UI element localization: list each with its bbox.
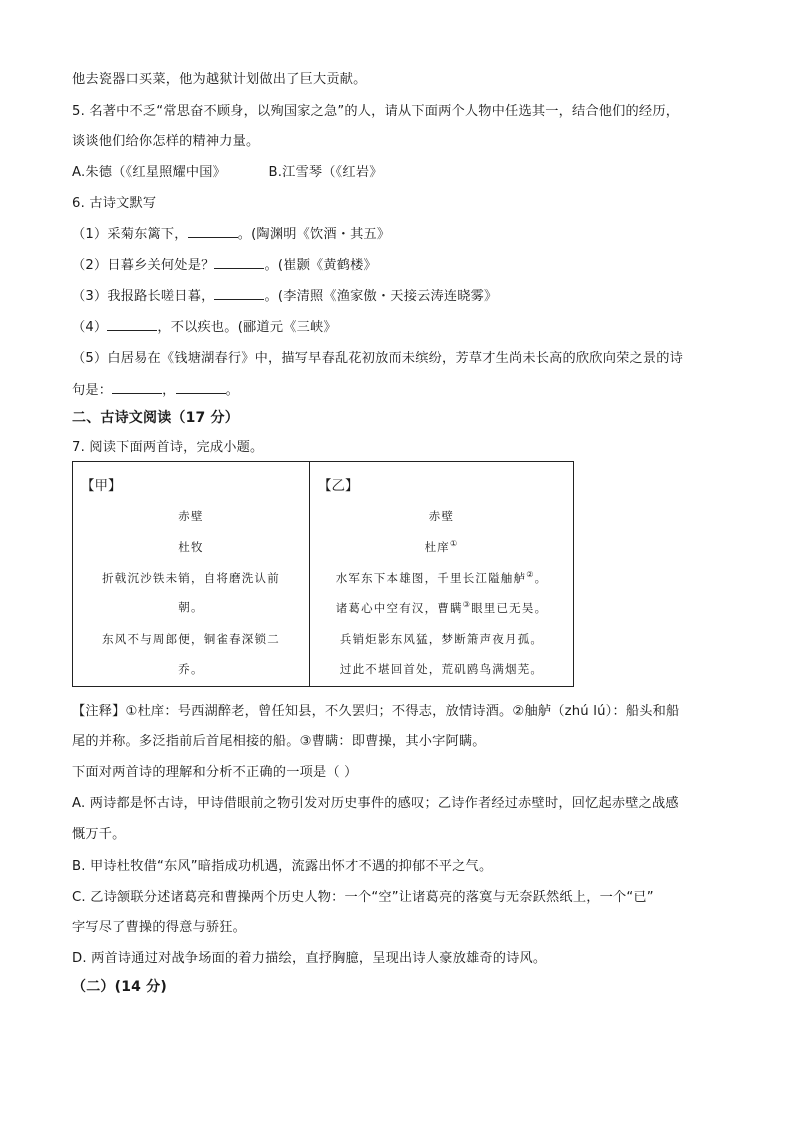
option-b: B.江雪琴（《红岩》 bbox=[268, 165, 383, 180]
q6-5-end: 。 bbox=[225, 383, 239, 398]
text-line: 他去瓷器口买菜，他为越狱计划做出了巨大贡献。 bbox=[72, 72, 367, 87]
poem-line: 折戟沉沙铁未销，自将磨洗认前 bbox=[102, 571, 280, 585]
poem-author bbox=[310, 539, 573, 555]
annotation-cont: 尾的并称。多泛指前后首尾相接的船。③曹瞒：即曹操，其小字阿瞒。 bbox=[72, 734, 486, 749]
poem-jia bbox=[73, 462, 309, 686]
poem-line-end: 眼里已无吴。 bbox=[471, 601, 548, 615]
poem-line-text: 水军东下本雄图，千里长江隘舳舻 bbox=[335, 571, 527, 585]
option-c: C. 乙诗颔联分述诸葛亮和曹操两个历史人物：一个“空”让诸葛亮的落寞与无奈跃然纸上，一个“已” bbox=[72, 890, 654, 905]
poem-author-name: 杜庠 bbox=[424, 540, 451, 554]
answer-blank[interactable] bbox=[107, 318, 157, 331]
q6-4-source: ，不以疾也。(郦道元《三峡》 bbox=[157, 320, 337, 335]
question-5-cont: 谈谈他们给你怎样的精神力量。 bbox=[72, 134, 260, 149]
answer-blank[interactable] bbox=[214, 287, 264, 300]
option-c-cont: 字写尽了曹操的得意与骄狂。 bbox=[72, 920, 247, 935]
poem-line bbox=[310, 570, 573, 586]
poem-line: 乔。 bbox=[178, 662, 204, 676]
section-heading: 二、古诗文阅读（17 分） bbox=[72, 410, 239, 426]
footnote-marker: ③ bbox=[462, 600, 472, 610]
poem-yi bbox=[310, 462, 573, 686]
question-7: 7. 阅读下面两首诗，完成小题。 bbox=[72, 440, 264, 455]
subsection-heading: （二）(14 分) bbox=[72, 979, 167, 995]
q6-2-prefix: （2）日暮乡关何处是？ bbox=[72, 258, 215, 273]
question-6: 6. 古诗文默写 bbox=[72, 196, 157, 211]
question-6-1 bbox=[72, 223, 390, 242]
poem-tag: 【甲】 bbox=[81, 478, 122, 494]
poem-line: 兵销炬影东风猛，梦断箫声夜月孤。 bbox=[339, 632, 544, 646]
question-6-3 bbox=[72, 285, 497, 304]
answer-blank[interactable] bbox=[188, 225, 238, 238]
poem-line: 朝。 bbox=[178, 600, 204, 614]
answer-blank[interactable] bbox=[112, 381, 162, 394]
question-6-5: （5）白居易在《钱塘湖春行》中，描写早春乱花初放而未缤纷，芳草才生尚未长高的欣欣向荣之景的诗 bbox=[72, 351, 684, 366]
option-a: A.朱德（《红星照耀中国》 bbox=[72, 165, 227, 180]
q6-5-comma: ， bbox=[162, 383, 176, 398]
option-a-cont: 慨万千。 bbox=[72, 827, 126, 842]
answer-blank[interactable] bbox=[214, 256, 264, 269]
q6-1-source: 。(陶渊明《饮酒・其五》 bbox=[237, 227, 391, 242]
option-a: A. 两诗都是怀古诗，甲诗借眼前之物引发对历史事件的感叹；乙诗作者经过赤壁时，回忆起赤壁之战感 bbox=[72, 796, 679, 811]
annotation: 【注释】①杜庠：号西湖醉老，曾任知县，不久罢归；不得志，放情诗酒。②舳舻（zhú lú）：船头和船 bbox=[72, 704, 680, 719]
poem-line-end: 。 bbox=[534, 571, 548, 585]
question-6-4 bbox=[72, 316, 337, 335]
q6-1-prefix: （1）采菊东篱下， bbox=[72, 227, 188, 242]
q6-3-source: 。(李清照《渔家傲・天接云涛连晓雾》 bbox=[264, 289, 498, 304]
q6-2-source: 。(崔颢《黄鹤楼》 bbox=[264, 258, 377, 273]
question-6-5-cont bbox=[72, 379, 239, 398]
option-b: B. 甲诗杜牧借“东风”暗指成功机遇，流露出怀才不遇的抑郁不平之气。 bbox=[72, 859, 493, 874]
question-5: 5. 名著中不乏“常思奋不顾身，以殉国家之急”的人，请从下面两个人物中任选其一，结合他们的经历， bbox=[72, 104, 680, 119]
poem-line bbox=[310, 600, 573, 616]
poem-tag: 【乙】 bbox=[318, 478, 359, 494]
q6-4-prefix: （4） bbox=[72, 320, 108, 335]
footnote-marker: ② bbox=[526, 570, 535, 580]
poem-title: 赤壁 bbox=[178, 509, 204, 523]
poem-author: 杜牧 bbox=[178, 540, 204, 554]
q6-5-prefix: 句是： bbox=[72, 383, 113, 398]
question-5-options bbox=[72, 161, 383, 180]
poem-title: 赤壁 bbox=[428, 509, 455, 523]
footnote-marker: ① bbox=[450, 539, 459, 549]
option-d: D. 两首诗通过对战争场面的着力描绘，直抒胸臆，呈现出诗人豪放雄奇的诗风。 bbox=[72, 951, 547, 966]
question-prompt: 下面对两首诗的理解和分析不正确的一项是（ ） bbox=[72, 765, 358, 780]
poem-line-text: 诸葛心中空有汉，曹瞒 bbox=[335, 601, 463, 615]
poem-line: 过此不堪回首处，荒矶鸥鸟满烟芜。 bbox=[339, 662, 544, 676]
poem-line: 东风不与周郎便，铜雀春深锁二 bbox=[102, 632, 280, 646]
poem-table bbox=[72, 461, 574, 687]
answer-blank[interactable] bbox=[176, 381, 226, 394]
question-6-2 bbox=[72, 254, 377, 273]
q6-3-prefix: （3）我报路长嗟日暮， bbox=[72, 289, 215, 304]
